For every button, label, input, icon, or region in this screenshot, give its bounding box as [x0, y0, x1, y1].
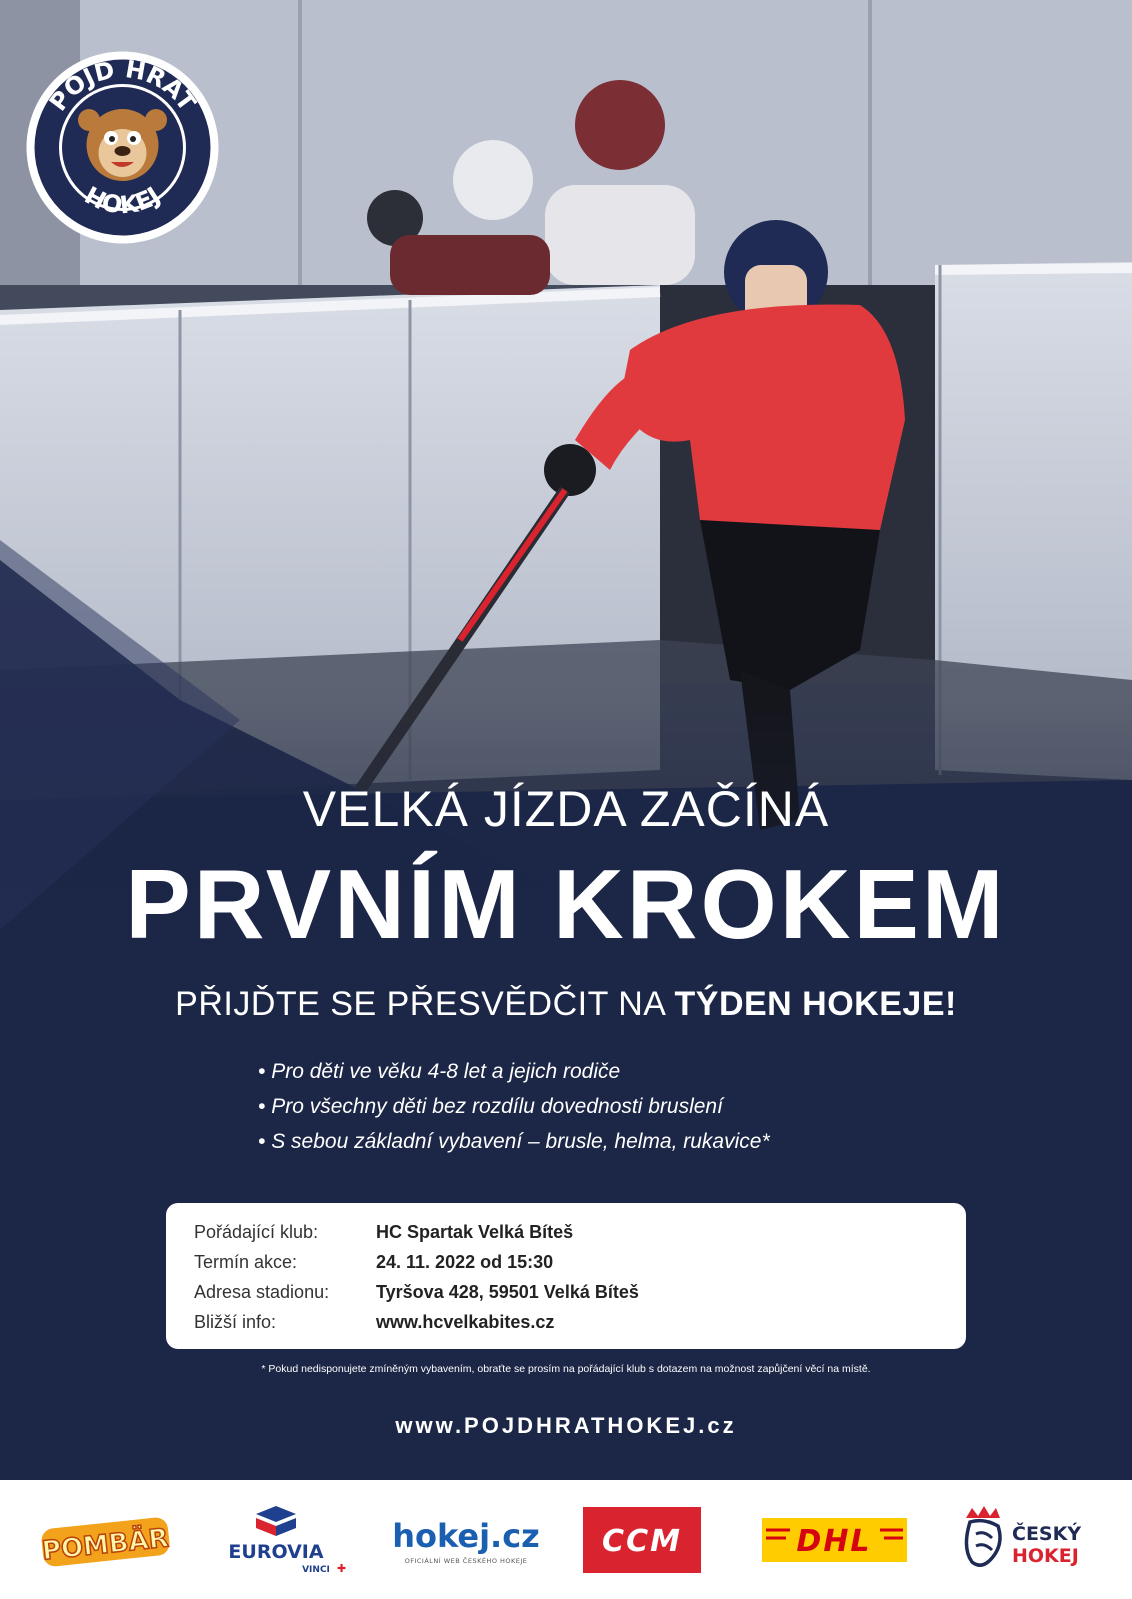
pojd-hrat-hokej-logo: [25, 50, 220, 245]
info-value: Tyršova 428, 59501 Velká Bíteš: [376, 1281, 639, 1302]
svg-text:OFICIÁLNÍ WEB ČESKÉHO HOKEJE: OFICIÁLNÍ WEB ČESKÉHO HOKEJE: [404, 1557, 528, 1565]
info-label: Adresa stadionu:: [194, 1281, 330, 1302]
info-row-website: [194, 1307, 938, 1337]
subline-normal: PŘIJĎTE SE PŘESVĚDČIT NA: [175, 985, 675, 1023]
hokej-cz-logo: [392, 1500, 540, 1580]
subline-bold: TÝDEN HOKEJE!: [674, 985, 957, 1023]
info-row-organizer: [194, 1217, 938, 1247]
info-label: Termín akce:: [194, 1251, 298, 1272]
dhl-logo: [762, 1500, 907, 1580]
svg-text:POJĎ HRÁT: POJĎ HRÁT: [43, 55, 202, 117]
svg-text:ČESKÝ: ČESKÝ: [1012, 1523, 1082, 1545]
svg-text:DHL: DHL: [796, 1524, 872, 1559]
info-label: Bližší info:: [194, 1311, 277, 1332]
bullet-item: • Pro děti ve věku 4-8 let a jejich rodiče: [258, 1054, 770, 1089]
footnote: * Pokud nedisponujete zmíněným vybavením, obraťte se prosím na pořádající klub s dotazem na možnost zapůjčení věcí na místě.: [261, 1363, 871, 1375]
ccm-logo: [583, 1500, 701, 1580]
bullet-item: • S sebou základní vybavení – brusle, helma, rukavice*: [258, 1124, 770, 1159]
svg-text:VINCI: VINCI: [302, 1565, 330, 1575]
event-info-box: [166, 1203, 966, 1349]
subline: [0, 985, 1132, 1024]
info-row-date: [194, 1247, 938, 1277]
pombar-logo: [38, 1500, 173, 1580]
svg-text:hokej.cz: hokej.cz: [392, 1517, 540, 1555]
svg-text:CCM: CCM: [602, 1524, 682, 1559]
info-label: Pořádající klub:: [194, 1221, 319, 1242]
headline-line1: VELKÁ JÍZDA ZAČÍNÁ: [302, 781, 830, 837]
svg-text:HOKEJ: HOKEJ: [79, 181, 166, 220]
svg-text:✚: ✚: [337, 1562, 347, 1575]
headline-line2: PRVNÍM KROKEM: [125, 849, 1007, 959]
info-value: 24. 11. 2022 od 15:30: [376, 1251, 554, 1272]
svg-text:POMBÄR: POMBÄR: [40, 1523, 171, 1567]
eurovia-logo: [216, 1500, 356, 1580]
pojdhrathokej-website-link[interactable]: www.POJDHRATHOKEJ.cz: [395, 1413, 737, 1438]
svg-text:HOKEJ: HOKEJ: [1012, 1545, 1079, 1567]
bullet-list: [258, 1054, 770, 1159]
sponsor-bar: [0, 1480, 1132, 1599]
svg-text:EUROVIA: EUROVIA: [228, 1541, 324, 1563]
bullet-item: • Pro všechny děti bez rozdílu dovednosti bruslení: [258, 1089, 770, 1124]
cesky-hokej-logo: [952, 1500, 1092, 1580]
info-row-address: [194, 1277, 938, 1307]
info-value: HC Spartak Velká Bíteš: [376, 1221, 574, 1242]
club-website-link[interactable]: www.hcvelkabites.cz: [376, 1311, 555, 1332]
